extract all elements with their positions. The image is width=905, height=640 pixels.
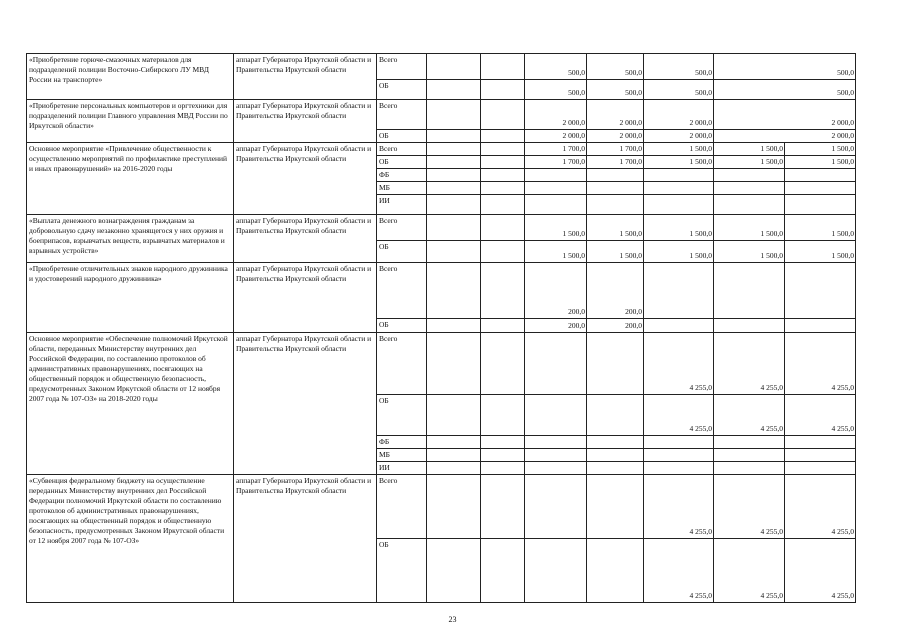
funding-source: ФБ bbox=[377, 436, 427, 449]
amount-cell: 200,0 bbox=[587, 319, 644, 333]
amount-cell bbox=[587, 195, 644, 215]
table-row bbox=[27, 333, 856, 395]
amount-cell bbox=[714, 462, 785, 475]
amount-cell: 2 000,0 bbox=[644, 130, 714, 143]
amount-cell bbox=[525, 169, 587, 182]
amount-cell: 1 500,0 bbox=[714, 241, 785, 263]
amount-cell: 500,0 bbox=[525, 54, 587, 80]
amount-cell bbox=[481, 182, 525, 195]
amount-cell bbox=[427, 241, 481, 263]
amount-cell: 2 000,0 bbox=[587, 130, 644, 143]
funding-source: ФБ bbox=[377, 169, 427, 182]
amount-cell bbox=[481, 80, 525, 100]
amount-cell bbox=[427, 100, 481, 130]
amount-cell bbox=[587, 462, 644, 475]
amount-cell: 4 255,0 bbox=[644, 539, 714, 603]
amount-cell bbox=[481, 333, 525, 395]
amount-cell bbox=[427, 449, 481, 462]
table-row bbox=[27, 263, 856, 319]
executor-name: аппарат Губернатора Иркутской области и Правительства Иркутской области bbox=[234, 333, 377, 475]
amount-cell bbox=[481, 263, 525, 319]
executor-name: аппарат Губернатора Иркутской области и Правительства Иркутской области bbox=[234, 215, 377, 263]
amount-cell bbox=[587, 395, 644, 436]
amount-cell: 4 255,0 bbox=[785, 539, 856, 603]
amount-cell bbox=[525, 333, 587, 395]
executor-name: аппарат Губернатора Иркутской области и Правительства Иркутской области bbox=[234, 475, 377, 603]
amount-cell bbox=[525, 195, 587, 215]
amount-cell: 1 500,0 bbox=[644, 156, 714, 169]
measure-name: Основное мероприятие «Обеспечение полномочий Иркутской области, переданных Министерству внутренних дел Российской Федерации, по составлению протоколов об административных правонарушениях, посягающих на общественный порядок и общественную безопасность, предусмотренных Законом Иркутской области от 12 ноября 2007 года № 107-ОЗ» на 2018-2020 годы bbox=[27, 333, 234, 475]
amount-cell bbox=[427, 319, 481, 333]
amount-cell: 4 255,0 bbox=[785, 333, 856, 395]
funding-source: Всего bbox=[377, 333, 427, 395]
amount-cell: 500,0 bbox=[644, 80, 714, 100]
funding-source: МБ bbox=[377, 182, 427, 195]
amount-cell bbox=[714, 182, 785, 195]
funding-source: Всего bbox=[377, 54, 427, 80]
amount-cell bbox=[481, 319, 525, 333]
amount-cell bbox=[481, 143, 525, 156]
funding-source: ОБ bbox=[377, 319, 427, 333]
amount-cell: 1 500,0 bbox=[525, 215, 587, 241]
amount-cell bbox=[525, 475, 587, 539]
amount-cell bbox=[481, 449, 525, 462]
amount-cell bbox=[427, 195, 481, 215]
amount-cell bbox=[644, 169, 714, 182]
funding-source: Всего bbox=[377, 143, 427, 156]
amount-cell bbox=[481, 54, 525, 80]
amount-cell bbox=[714, 195, 785, 215]
amount-cell bbox=[785, 436, 856, 449]
amount-cell bbox=[481, 215, 525, 241]
amount-cell bbox=[525, 436, 587, 449]
funding-source: ОБ bbox=[377, 395, 427, 436]
measure-name: «Приобретение горюче-смазочных материалов для подразделений полиции Восточно-Сибирского ЛУ МВД России на транспорте» bbox=[27, 54, 234, 100]
amount-cell bbox=[644, 319, 714, 333]
amount-cell bbox=[785, 462, 856, 475]
amount-cell bbox=[587, 449, 644, 462]
amount-cell bbox=[714, 319, 785, 333]
amount-cell bbox=[427, 80, 481, 100]
amount-cell: 1 500,0 bbox=[714, 215, 785, 241]
amount-cell: 4 255,0 bbox=[785, 475, 856, 539]
table-row bbox=[27, 215, 856, 241]
amount-cell bbox=[785, 195, 856, 215]
measure-name: «Выплата денежного вознаграждения гражданам за добровольную сдачу незаконно хранящегося у них оружия и боеприпасов, взрывчатых веществ, взрывчатых материалов и взрывных устройств» bbox=[27, 215, 234, 263]
amount-cell bbox=[427, 475, 481, 539]
executor-name: аппарат Губернатора Иркутской области и Правительства Иркутской области bbox=[234, 54, 377, 100]
funding-source: Всего bbox=[377, 475, 427, 539]
amount-cell: 1 500,0 bbox=[714, 156, 785, 169]
amount-cell bbox=[587, 436, 644, 449]
amount-cell: 1 500,0 bbox=[587, 215, 644, 241]
table-row bbox=[27, 100, 856, 130]
amount-cell: 4 255,0 bbox=[644, 395, 714, 436]
amount-cell bbox=[587, 182, 644, 195]
amount-cell: 1 500,0 bbox=[714, 143, 785, 156]
amount-cell: 1 500,0 bbox=[644, 143, 714, 156]
amount-cell: 1 500,0 bbox=[785, 241, 856, 263]
amount-cell bbox=[481, 436, 525, 449]
amount-cell bbox=[644, 449, 714, 462]
amount-cell bbox=[481, 475, 525, 539]
amount-cell bbox=[481, 100, 525, 130]
amount-cell bbox=[481, 539, 525, 603]
amount-cell: 4 255,0 bbox=[714, 395, 785, 436]
funding-source: ИИ bbox=[377, 195, 427, 215]
amount-cell bbox=[785, 263, 856, 319]
amount-cell bbox=[481, 241, 525, 263]
amount-cell: 4 255,0 bbox=[714, 475, 785, 539]
amount-cell bbox=[644, 195, 714, 215]
funding-source: ОБ bbox=[377, 156, 427, 169]
amount-cell: 2 000,0 bbox=[525, 130, 587, 143]
amount-cell: 4 255,0 bbox=[644, 333, 714, 395]
amount-cell bbox=[427, 263, 481, 319]
funding-source: ОБ bbox=[377, 130, 427, 143]
amount-cell: 1 500,0 bbox=[785, 156, 856, 169]
amount-cell: 200,0 bbox=[587, 263, 644, 319]
amount-cell bbox=[785, 449, 856, 462]
amount-cell bbox=[427, 395, 481, 436]
amount-cell: 1 700,0 bbox=[587, 156, 644, 169]
amount-cell bbox=[427, 169, 481, 182]
amount-cell bbox=[427, 54, 481, 80]
funding-source: ИИ bbox=[377, 462, 427, 475]
amount-cell: 4 255,0 bbox=[714, 539, 785, 603]
amount-cell bbox=[427, 130, 481, 143]
amount-cell bbox=[525, 395, 587, 436]
amount-cell bbox=[644, 263, 714, 319]
amount-cell: 1 500,0 bbox=[785, 143, 856, 156]
table-row bbox=[27, 143, 856, 156]
amount-cell: 2 000,0 bbox=[644, 100, 714, 130]
amount-cell bbox=[714, 263, 785, 319]
amount-cell bbox=[427, 215, 481, 241]
amount-cell bbox=[481, 156, 525, 169]
amount-cell bbox=[481, 195, 525, 215]
amount-cell bbox=[481, 169, 525, 182]
amount-cell: 500,0 bbox=[714, 80, 856, 100]
budget-table bbox=[26, 53, 856, 603]
funding-source: Всего bbox=[377, 263, 427, 319]
amount-cell bbox=[525, 449, 587, 462]
table-row bbox=[27, 54, 856, 80]
measure-name: Основное мероприятие «Привлечение общественности к осуществлению мероприятий по профилактике преступлений и иных правонарушений» на 2016-2020 годы bbox=[27, 143, 234, 215]
amount-cell bbox=[587, 475, 644, 539]
amount-cell bbox=[785, 319, 856, 333]
amount-cell bbox=[427, 182, 481, 195]
amount-cell bbox=[481, 462, 525, 475]
executor-name: аппарат Губернатора Иркутской области и Правительства Иркутской области bbox=[234, 143, 377, 215]
funding-source: ОБ bbox=[377, 539, 427, 603]
amount-cell: 4 255,0 bbox=[714, 333, 785, 395]
amount-cell bbox=[525, 462, 587, 475]
amount-cell: 4 255,0 bbox=[785, 395, 856, 436]
executor-name: аппарат Губернатора Иркутской области и Правительства Иркутской области bbox=[234, 100, 377, 143]
amount-cell: 2 000,0 bbox=[714, 100, 856, 130]
amount-cell: 500,0 bbox=[587, 80, 644, 100]
amount-cell: 4 255,0 bbox=[644, 475, 714, 539]
amount-cell: 1 500,0 bbox=[587, 241, 644, 263]
amount-cell bbox=[644, 462, 714, 475]
amount-cell bbox=[587, 333, 644, 395]
measure-name: «Приобретение персональных компьютеров и оргтехники для подразделений полиции Главного управления МВД России по Иркутской области» bbox=[27, 100, 234, 143]
amount-cell bbox=[587, 539, 644, 603]
amount-cell: 500,0 bbox=[525, 80, 587, 100]
amount-cell bbox=[427, 156, 481, 169]
amount-cell: 1 500,0 bbox=[644, 241, 714, 263]
amount-cell: 1 500,0 bbox=[785, 215, 856, 241]
amount-cell: 500,0 bbox=[714, 54, 856, 80]
amount-cell bbox=[644, 436, 714, 449]
amount-cell bbox=[427, 436, 481, 449]
amount-cell bbox=[525, 182, 587, 195]
measure-name: «Приобретение отличительных знаков народного дружинника и удостоверений народного дружинника» bbox=[27, 263, 234, 333]
amount-cell bbox=[481, 395, 525, 436]
amount-cell bbox=[427, 333, 481, 395]
amount-cell: 2 000,0 bbox=[525, 100, 587, 130]
amount-cell: 1 700,0 bbox=[587, 143, 644, 156]
amount-cell bbox=[644, 182, 714, 195]
amount-cell bbox=[587, 169, 644, 182]
amount-cell: 500,0 bbox=[587, 54, 644, 80]
page-number: 23 bbox=[448, 615, 457, 624]
amount-cell: 1 500,0 bbox=[525, 241, 587, 263]
amount-cell bbox=[714, 436, 785, 449]
amount-cell: 500,0 bbox=[644, 54, 714, 80]
amount-cell bbox=[427, 143, 481, 156]
amount-cell: 200,0 bbox=[525, 263, 587, 319]
amount-cell: 200,0 bbox=[525, 319, 587, 333]
amount-cell bbox=[785, 169, 856, 182]
amount-cell bbox=[785, 182, 856, 195]
executor-name: аппарат Губернатора Иркутской области и Правительства Иркутской области bbox=[234, 263, 377, 333]
amount-cell bbox=[714, 449, 785, 462]
table-row bbox=[27, 475, 856, 539]
amount-cell bbox=[427, 539, 481, 603]
amount-cell bbox=[525, 539, 587, 603]
funding-source: ОБ bbox=[377, 241, 427, 263]
amount-cell bbox=[714, 169, 785, 182]
amount-cell bbox=[427, 462, 481, 475]
amount-cell: 1 700,0 bbox=[525, 143, 587, 156]
amount-cell: 2 000,0 bbox=[714, 130, 856, 143]
measure-name: «Субвенция федеральному бюджету на осуществление переданных Министерству внутренних дел Российской Федерации полномочий Иркутской области по составлению протоколов об административных правонарушениях, посягающих на общественный порядок и общественную безопасность, предусмотренных Законом Иркутской области от 12 ноября 2007 года № 107-ОЗ» bbox=[27, 475, 234, 603]
funding-source: Всего bbox=[377, 100, 427, 130]
funding-source: Всего bbox=[377, 215, 427, 241]
funding-source: ОБ bbox=[377, 80, 427, 100]
funding-source: МБ bbox=[377, 449, 427, 462]
amount-cell: 1 700,0 bbox=[525, 156, 587, 169]
amount-cell: 1 500,0 bbox=[644, 215, 714, 241]
amount-cell: 2 000,0 bbox=[587, 100, 644, 130]
amount-cell bbox=[481, 130, 525, 143]
